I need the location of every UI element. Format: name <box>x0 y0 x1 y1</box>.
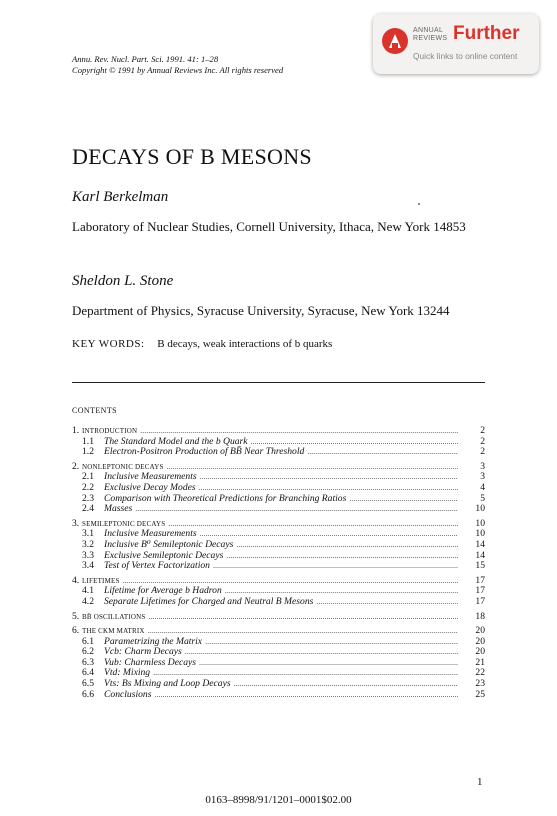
toc-number: 4.2 <box>82 595 94 607</box>
toc-label: Vcb: Charm Decays <box>104 646 182 658</box>
toc-section <box>72 626 485 700</box>
toc-number: 2.2 <box>82 481 94 493</box>
toc-page: 5 <box>480 492 485 504</box>
table-of-contents <box>72 426 485 704</box>
toc-section <box>72 612 485 623</box>
toc-number: 6.3 <box>82 656 94 668</box>
keywords-line <box>72 338 332 350</box>
toc-page: 2 <box>480 425 485 436</box>
toc-page: 25 <box>475 688 485 700</box>
toc-label: Comparison with Theoretical Predictions for Branching Ratios <box>104 492 347 504</box>
toc-leader-dots <box>167 462 458 473</box>
toc-page: 20 <box>475 646 485 658</box>
toc-page: 17 <box>475 585 485 597</box>
author-affiliation: Laboratory of Nuclear Studies, Cornell University, Ithaca, New York 14853 <box>72 219 466 234</box>
toc-leader-dots <box>349 494 458 505</box>
toc-label: Vtd: Mixing <box>104 667 151 679</box>
toc-label: BB̄ OSCILLATIONS <box>82 612 146 621</box>
author-name: Karl Berkelman <box>72 189 169 205</box>
toc-label: Vub: Charmless Decays <box>104 656 197 668</box>
toc-leader-dots <box>307 447 458 458</box>
toc-page: 4 <box>480 481 485 493</box>
toc-page: 3 <box>480 471 485 483</box>
toc-leader-dots <box>226 551 458 562</box>
toc-subentry <box>72 447 485 458</box>
toc-label: Conclusions <box>104 688 152 700</box>
keywords-text: B decays, weak interactions of b quarks <box>157 338 333 350</box>
toc-label: NONLEPTONIC DECAYS <box>82 462 164 471</box>
toc-leader-dots <box>185 647 458 658</box>
toc-leader-dots <box>135 504 458 515</box>
toc-number: 1.2 <box>82 446 94 458</box>
journal-citation <box>72 54 283 76</box>
toc-subentry <box>72 561 485 572</box>
toc-number: 6.6 <box>82 688 94 700</box>
toc-page: 3 <box>480 460 485 472</box>
toc-number: 2. <box>72 460 80 472</box>
toc-label: Vts: Bs Mixing and Loop Decays <box>104 678 231 690</box>
contents-heading: CONTENTS <box>72 406 117 415</box>
toc-number: 6.5 <box>82 678 94 690</box>
toc-leader-dots <box>154 690 458 701</box>
toc-label: Exclusive Semileptonic Decays <box>104 549 224 561</box>
toc-leader-dots <box>168 519 458 530</box>
toc-section <box>72 519 485 572</box>
toc-subentry <box>72 494 485 505</box>
toc-number: 1. <box>72 425 80 436</box>
author-affiliation: Department of Physics, Syracuse University, Syracuse, New York 13244 <box>72 303 450 318</box>
toc-page: 20 <box>475 635 485 647</box>
scan-speck <box>418 203 420 205</box>
toc-leader-dots <box>205 637 458 648</box>
toc-subentry <box>72 540 485 551</box>
toc-page: 18 <box>475 610 485 622</box>
toc-section <box>72 426 485 458</box>
toc-leader-dots <box>213 561 458 572</box>
annual-reviews-wordmark: ANNUAL REVIEWS <box>413 27 448 42</box>
toc-leader-dots <box>140 426 458 437</box>
divider-rule <box>72 382 485 383</box>
toc-label: Exclusive Decay Modes <box>104 481 196 493</box>
toc-number: 3.4 <box>82 560 94 572</box>
toc-section <box>72 462 485 515</box>
toc-number: 4. <box>72 574 80 586</box>
toc-leader-dots <box>148 612 458 623</box>
toc-number: 2.3 <box>82 492 94 504</box>
toc-number: 6.4 <box>82 667 94 679</box>
toc-label: INTRODUCTION <box>82 427 138 435</box>
toc-number: 2.1 <box>82 471 94 483</box>
toc-leader-dots <box>316 597 458 608</box>
toc-page: 2 <box>480 446 485 458</box>
toc-label: Separate Lifetimes for Charged and Neutral B Mesons <box>104 595 314 607</box>
article-code: 0163–8998/91/1201–0001$02.00 <box>205 794 352 806</box>
toc-leader-dots <box>199 483 458 494</box>
toc-label: Inclusive Measurements <box>104 528 197 540</box>
quick-links-text: Quick links to online content <box>413 51 518 61</box>
toc-number: 4.1 <box>82 585 94 597</box>
toc-label: THE CKM MATRIX <box>82 627 145 636</box>
toc-leader-dots <box>200 472 458 483</box>
toc-entry <box>72 612 485 623</box>
toc-subentry <box>72 483 485 494</box>
toc-leader-dots <box>234 679 458 690</box>
toc-page: 15 <box>475 560 485 572</box>
toc-number: 2.4 <box>82 503 94 515</box>
toc-number: 3.1 <box>82 528 94 540</box>
toc-subentry <box>72 690 485 701</box>
toc-leader-dots <box>199 658 458 669</box>
toc-label: Lifetime for Average b Hadron <box>104 585 222 597</box>
toc-label: Test of Vertex Factorization <box>104 560 210 572</box>
toc-number: 1.1 <box>82 435 94 447</box>
copyright-line: Copyright © 1991 by Annual Reviews Inc. All rights reserved <box>72 65 284 75</box>
toc-leader-dots <box>200 529 458 540</box>
toc-entry <box>72 426 485 437</box>
toc-number: 6.2 <box>82 646 94 658</box>
toc-page: 20 <box>475 625 485 637</box>
toc-number: 6.1 <box>82 635 94 647</box>
toc-label: SEMILEPTONIC DECAYS <box>82 519 166 528</box>
page-number: 1 <box>477 776 483 788</box>
toc-page: 10 <box>475 503 485 515</box>
toc-page: 10 <box>475 517 485 529</box>
toc-page: 2 <box>480 435 485 447</box>
toc-number: 5. <box>72 610 80 622</box>
author-name: Sheldon L. Stone <box>72 273 174 289</box>
toc-subentry <box>72 597 485 608</box>
toc-number: 3.2 <box>82 538 94 550</box>
toc-label: Parametrizing the Matrix <box>104 635 203 647</box>
toc-page: 22 <box>475 667 485 679</box>
toc-number: 3. <box>72 517 80 529</box>
toc-page: 21 <box>475 656 485 668</box>
toc-page: 17 <box>475 574 485 586</box>
toc-label: Inclusive Measurements <box>104 471 197 483</box>
toc-number: 6. <box>72 625 80 637</box>
toc-label: Electron-Positron Production of BB̄ Near Threshold <box>104 446 305 458</box>
toc-page: 14 <box>475 549 485 561</box>
toc-label: Masses <box>104 503 133 515</box>
toc-label: Inclusive B⁰ Semileptonic Decays <box>104 538 234 550</box>
paper-title: DECAYS OF B MESONS <box>72 144 312 169</box>
further-badge[interactable] <box>373 14 539 74</box>
toc-number: 3.3 <box>82 549 94 561</box>
toc-section <box>72 576 485 608</box>
keywords-label: KEY WORDS: <box>72 338 145 350</box>
toc-page: 17 <box>475 595 485 607</box>
toc-page: 10 <box>475 528 485 540</box>
further-label: Further <box>453 23 520 44</box>
annual-reviews-logo-icon <box>382 28 408 54</box>
toc-page: 23 <box>475 678 485 690</box>
toc-page: 14 <box>475 538 485 550</box>
toc-label: The Standard Model and the b Quark <box>104 435 248 447</box>
toc-label: LIFETIMES <box>82 576 120 585</box>
journal-line: Annu. Rev. Nucl. Part. Sci. 1991. 41: 1–28 <box>72 54 219 64</box>
toc-leader-dots <box>236 540 458 551</box>
toc-subentry <box>72 504 485 515</box>
